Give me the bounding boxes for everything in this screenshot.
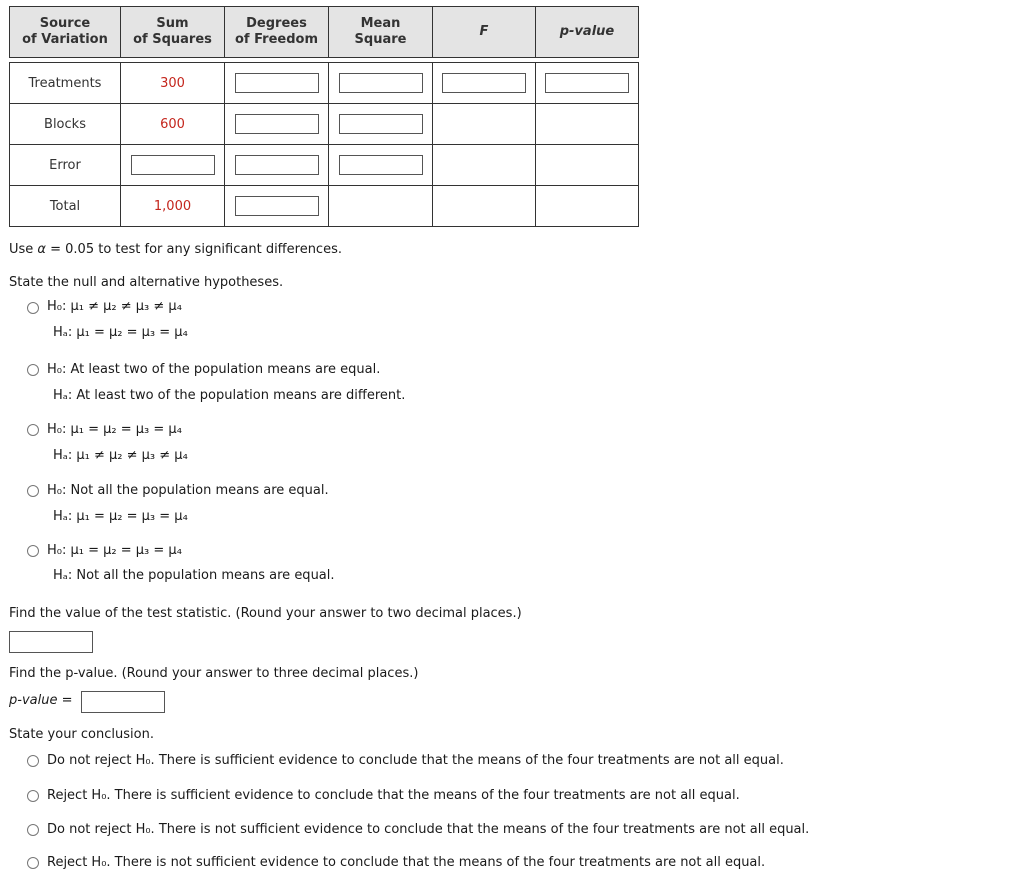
conclusion-option-2: Reject H₀. There is sufficient evidence to conclude that the means of the four treatments are not all equal. <box>47 788 740 803</box>
h0-option-2: H₀: At least two of the population means are equal. <box>47 362 381 377</box>
f-treatments-input[interactable] <box>442 73 526 93</box>
table-row-blocks <box>10 104 639 145</box>
header-source: Source of Variation <box>10 7 121 58</box>
ms-treatments-input[interactable] <box>339 73 423 93</box>
ha-option-1: Hₐ: μ₁ = μ₂ = μ₃ = μ₄ <box>53 325 188 340</box>
ss-value: 300 <box>121 63 225 104</box>
ha-option-2: Hₐ: At least two of the population means are different. <box>53 388 406 403</box>
anova-table <box>9 6 639 227</box>
conclusion-radio-3[interactable] <box>27 824 39 836</box>
ms-blocks-input[interactable] <box>339 114 423 134</box>
header-f: F <box>433 7 536 58</box>
alpha-instruction: Use α = 0.05 to test for any significant differences. <box>9 242 342 257</box>
hypothesis-radio-3[interactable] <box>27 424 39 436</box>
row-label: Error <box>10 145 121 186</box>
h0-option-5: H₀: μ₁ = μ₂ = μ₃ = μ₄ <box>47 543 182 558</box>
ms-error-input[interactable] <box>339 155 423 175</box>
pvalue-prompt: Find the p-value. (Round your answer to three decimal places.) <box>9 666 419 681</box>
header-p-value: p-value <box>536 7 639 58</box>
header-sum-of-squares: Sum of Squares <box>121 7 225 58</box>
hypothesis-radio-2[interactable] <box>27 364 39 376</box>
df-treatments-input[interactable] <box>235 73 319 93</box>
h0-option-3: H₀: μ₁ = μ₂ = μ₃ = μ₄ <box>47 422 182 437</box>
conclusion-radio-2[interactable] <box>27 790 39 802</box>
ss-value: 600 <box>121 104 225 145</box>
test-statistic-input[interactable] <box>9 631 93 653</box>
conclusion-option-1: Do not reject H₀. There is sufficient evidence to conclude that the means of the four treatments are not all equal. <box>47 753 784 768</box>
hypotheses-prompt: State the null and alternative hypotheses. <box>9 275 284 290</box>
conclusion-option-3: Do not reject H₀. There is not sufficient evidence to conclude that the means of the four treatments are not all equal. <box>47 822 810 837</box>
ss-error-input[interactable] <box>131 155 215 175</box>
row-label: Blocks <box>10 104 121 145</box>
ha-option-3: Hₐ: μ₁ ≠ μ₂ ≠ μ₃ ≠ μ₄ <box>53 448 188 463</box>
df-total-input[interactable] <box>235 196 319 216</box>
ha-option-4: Hₐ: μ₁ = μ₂ = μ₃ = μ₄ <box>53 509 188 524</box>
table-row-error <box>10 145 639 186</box>
conclusion-option-4: Reject H₀. There is not sufficient evidence to conclude that the means of the four treatments are not all equal. <box>47 855 766 870</box>
conclusion-radio-1[interactable] <box>27 755 39 767</box>
h0-option-4: H₀: Not all the population means are equal. <box>47 483 329 498</box>
ha-option-5: Hₐ: Not all the population means are equal. <box>53 568 335 583</box>
pvalue-label: p-value = <box>9 693 73 708</box>
table-row-total <box>10 186 639 227</box>
hypothesis-radio-1[interactable] <box>27 302 39 314</box>
table-row-treatments <box>10 63 639 104</box>
row-label: Treatments <box>10 63 121 104</box>
conclusion-radio-4[interactable] <box>27 857 39 869</box>
df-error-input[interactable] <box>235 155 319 175</box>
header-row <box>10 7 639 58</box>
test-statistic-prompt: Find the value of the test statistic. (Round your answer to two decimal places.) <box>9 606 522 621</box>
pvalue-input[interactable] <box>81 691 165 713</box>
ss-value: 1,000 <box>121 186 225 227</box>
pvalue-treatments-input[interactable] <box>545 73 629 93</box>
hypothesis-radio-5[interactable] <box>27 545 39 557</box>
h0-option-1: H₀: μ₁ ≠ μ₂ ≠ μ₃ ≠ μ₄ <box>47 299 182 314</box>
df-blocks-input[interactable] <box>235 114 319 134</box>
row-label: Total <box>10 186 121 227</box>
hypothesis-radio-4[interactable] <box>27 485 39 497</box>
conclusion-prompt: State your conclusion. <box>9 727 154 742</box>
header-degrees-of-freedom: Degrees of Freedom <box>225 7 329 58</box>
header-mean-square: Mean Square <box>329 7 433 58</box>
